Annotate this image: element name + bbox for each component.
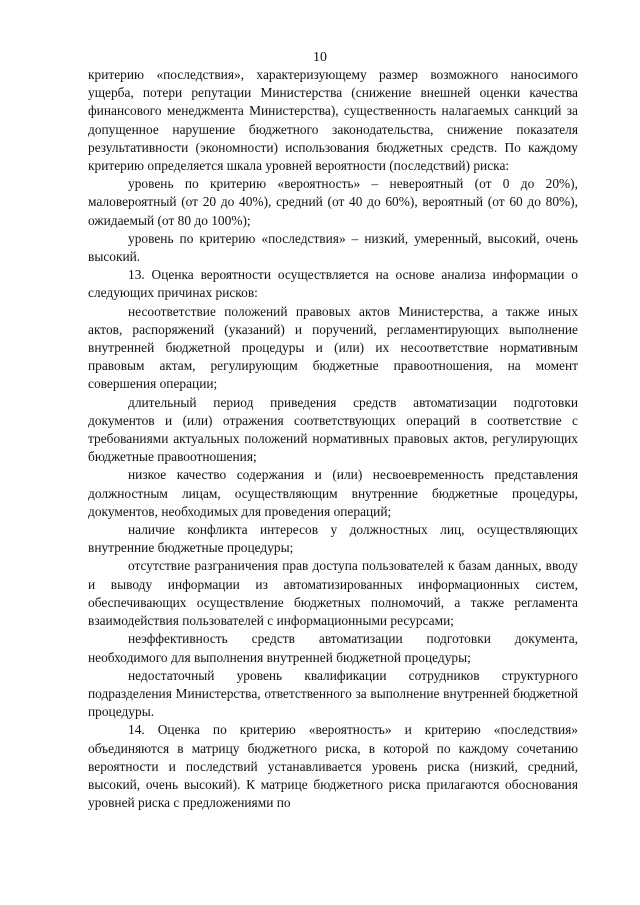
paragraph-consequences-scale: уровень по критерию «последствия» – низкий, умеренный, высокий, очень высокий. — [88, 230, 578, 265]
paragraph-risk-cause-conflict-of-interest: наличие конфликта интересов у должностных лиц, осуществляющих внутренние бюджетные процедуры; — [88, 522, 578, 556]
paragraph-item-13: 13. Оценка вероятности осуществляется на основе анализа информации о следующих причинах рисков: — [88, 267, 578, 301]
document-body — [88, 66, 578, 812]
paragraph-risk-cause-legal-acts: несоответствие положений правовых актов Министерства, а также иных актов, распоряжений (указаний) и поручений, регламентирующих выполнение внутренней бюджетной процедуры и (или) их несоответствие нормативным правовым актам, регулирующим бюджетные правоотношения, на момент совершения операции; — [88, 303, 578, 392]
paragraph-risk-cause-access-rights: отсутствие разграничения прав доступа пользователей к базам данных, вводу и выводу информации из автоматизированных информационных систем, обеспечивающих осуществление бюджетных полномочий, а также регламента взаимодействия пользователей с информационными ресурсами; — [88, 558, 578, 629]
page-number: 10 — [313, 50, 327, 65]
paragraph-risk-cause-automation-inefficiency: неэффективность средств автоматизации подготовки документа, необходимого для выполнения внутренней бюджетной процедуры; — [88, 631, 578, 665]
paragraph-risk-cause-document-quality: низкое качество содержания и (или) несвоевременность представления должностным лицам, осуществляющим внутренние бюджетные процедуры, документов, необходимых для проведения операций; — [88, 467, 578, 519]
paragraph-probability-scale: уровень по критерию «вероятность» – невероятный (от 0 до 20%), маловероятный (от 20 до 40%), средний (от 40 до 60%), вероятный (от 60 до 80%), ожидаемый (от 80 до 100%); — [88, 176, 578, 228]
page-bottom-margin — [0, 867, 640, 905]
paragraph-risk-cause-automation-period: длительный период приведения средств автоматизации подготовки документов и (или) отражения соответствующих операций в соответствие с требованиями актуальных положений нормативных правовых актов, регулирующих бюджетные правоотношения; — [88, 394, 578, 465]
paragraph-item-14: 14. Оценка по критерию «вероятность» и критерию «последствия» объединяются в матрицу бюджетного риска, в которой по каждому сочетанию вероятности и последствий устанавливается уровень риска (низкий, средний, высокий, очень высокий). К матрице бюджетного риска прилагаются обоснования уровней риска с предложениями по — [88, 722, 578, 811]
paragraph-risk-cause-qualification: недостаточный уровень квалификации сотрудников структурного подразделения Министерства, ответственного за выполнение внутренней бюджетной процедуры. — [88, 667, 578, 720]
paragraph-criterion-consequences: критерию «последствия», характеризующему размер возможного наносимого ущерба, потери репутации Министерства (снижение внешней оценки качества финансового менеджмента Министерства), существенность налагаемых санкций за допущенное нарушение бюджетного законодательства, снижение показателя результативности (экономности) использования бюджетных средств. По каждому критерию определяется шкала уровней вероятности (последствий) риска: — [88, 67, 578, 174]
